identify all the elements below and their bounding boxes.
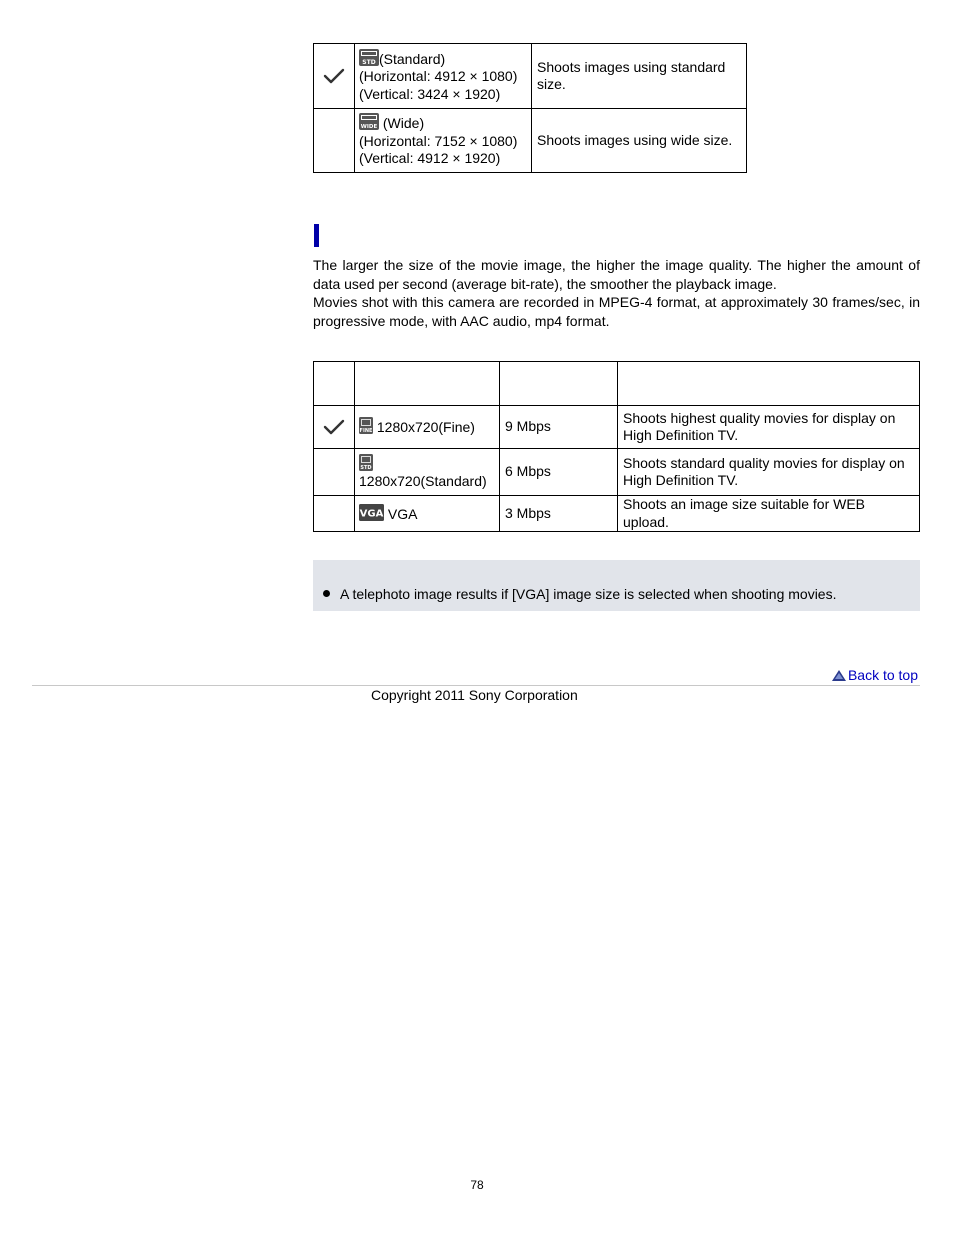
- checkmark-icon: [314, 67, 354, 85]
- svg-text:STD: STD: [360, 464, 372, 471]
- movie-size-intro: [313, 256, 920, 331]
- still-image-size-table: [313, 43, 747, 173]
- bitrate-cell: 6 Mbps: [500, 449, 618, 496]
- std-panorama-icon: [359, 49, 379, 66]
- table-header-row: [314, 362, 920, 406]
- vga-icon: [359, 504, 384, 521]
- default-setting-cell: [314, 449, 355, 496]
- header-cell: [355, 362, 500, 406]
- footer-divider: [32, 685, 920, 686]
- movie-size-label: 1280x720(Standard): [359, 473, 487, 489]
- checkmark-icon: [314, 418, 354, 436]
- horizontal-resolution: (Horizontal: 7152 × 1080): [359, 132, 518, 149]
- movie-size-label: VGA: [387, 505, 418, 522]
- svg-text:WIDE: WIDE: [360, 124, 378, 131]
- movie-size-cell: [355, 406, 500, 449]
- movie-size-table: [313, 361, 920, 532]
- movie-size-label: 1280x720(Fine): [376, 419, 475, 436]
- horizontal-resolution: (Horizontal: 4912 × 1080): [359, 68, 518, 85]
- svg-text:STD: STD: [362, 58, 376, 66]
- description-cell: Shoots images using standard size.: [532, 44, 747, 109]
- description-cell: Shoots an image size suitable for WEB upload.: [618, 496, 920, 532]
- copyright-text: Copyright 2011 Sony Corporation: [371, 687, 578, 703]
- intro-paragraph: Movies shot with this camera are recorded in MPEG-4 format, at approximately 30 frames/sec, in progressive mode, with AAC audio, mp4 format.: [313, 294, 920, 330]
- svg-text:FINE: FINE: [359, 428, 373, 435]
- description-cell: Shoots highest quality movies for display on High Definition TV.: [618, 406, 920, 449]
- section-heading-marker: [314, 224, 319, 247]
- page-number: 78: [470, 1178, 484, 1192]
- header-cell: [618, 362, 920, 406]
- default-setting-cell: [314, 44, 355, 109]
- table-row: [314, 406, 920, 449]
- movie-size-cell: [355, 449, 500, 496]
- size-label: (Wide): [382, 115, 425, 132]
- vertical-resolution: (Vertical: 4912 × 1920): [359, 150, 501, 167]
- back-to-top-label: Back to top: [847, 667, 918, 683]
- description-cell: Shoots images using wide size.: [532, 109, 747, 173]
- table-row: [314, 496, 920, 532]
- hd-std-icon: [359, 454, 373, 471]
- table-row: [314, 449, 920, 496]
- size-option-cell: [355, 44, 532, 109]
- vertical-resolution: (Vertical: 3424 × 1920): [359, 85, 501, 102]
- wide-panorama-icon: [359, 113, 379, 130]
- table-row: [314, 44, 747, 109]
- bullet-icon: [323, 590, 330, 597]
- default-setting-cell: [314, 406, 355, 449]
- hd-fine-icon: [359, 417, 373, 434]
- description-cell: Shoots standard quality movies for display on High Definition TV.: [618, 449, 920, 496]
- bitrate-cell: 9 Mbps: [500, 406, 618, 449]
- default-setting-cell: [314, 109, 355, 173]
- bitrate-cell: 3 Mbps: [500, 496, 618, 532]
- size-option-cell: [355, 109, 532, 173]
- header-cell: [314, 362, 355, 406]
- note-text: A telephoto image results if [VGA] image size is selected when shooting movies.: [340, 586, 837, 602]
- note-box: [313, 560, 920, 611]
- intro-paragraph: The larger the size of the movie image, the higher the image quality. The higher the amount of data used per second (average bit-rate), the smoother the playback image.: [313, 257, 920, 292]
- size-label: (Standard): [379, 50, 446, 67]
- default-setting-cell: [314, 496, 355, 532]
- triangle-up-icon: [832, 670, 846, 681]
- header-cell: [500, 362, 618, 406]
- table-row: [314, 109, 747, 173]
- back-to-top-link[interactable]: [832, 667, 918, 683]
- svg-text:VGA: VGA: [359, 508, 384, 520]
- movie-size-cell: [355, 496, 500, 532]
